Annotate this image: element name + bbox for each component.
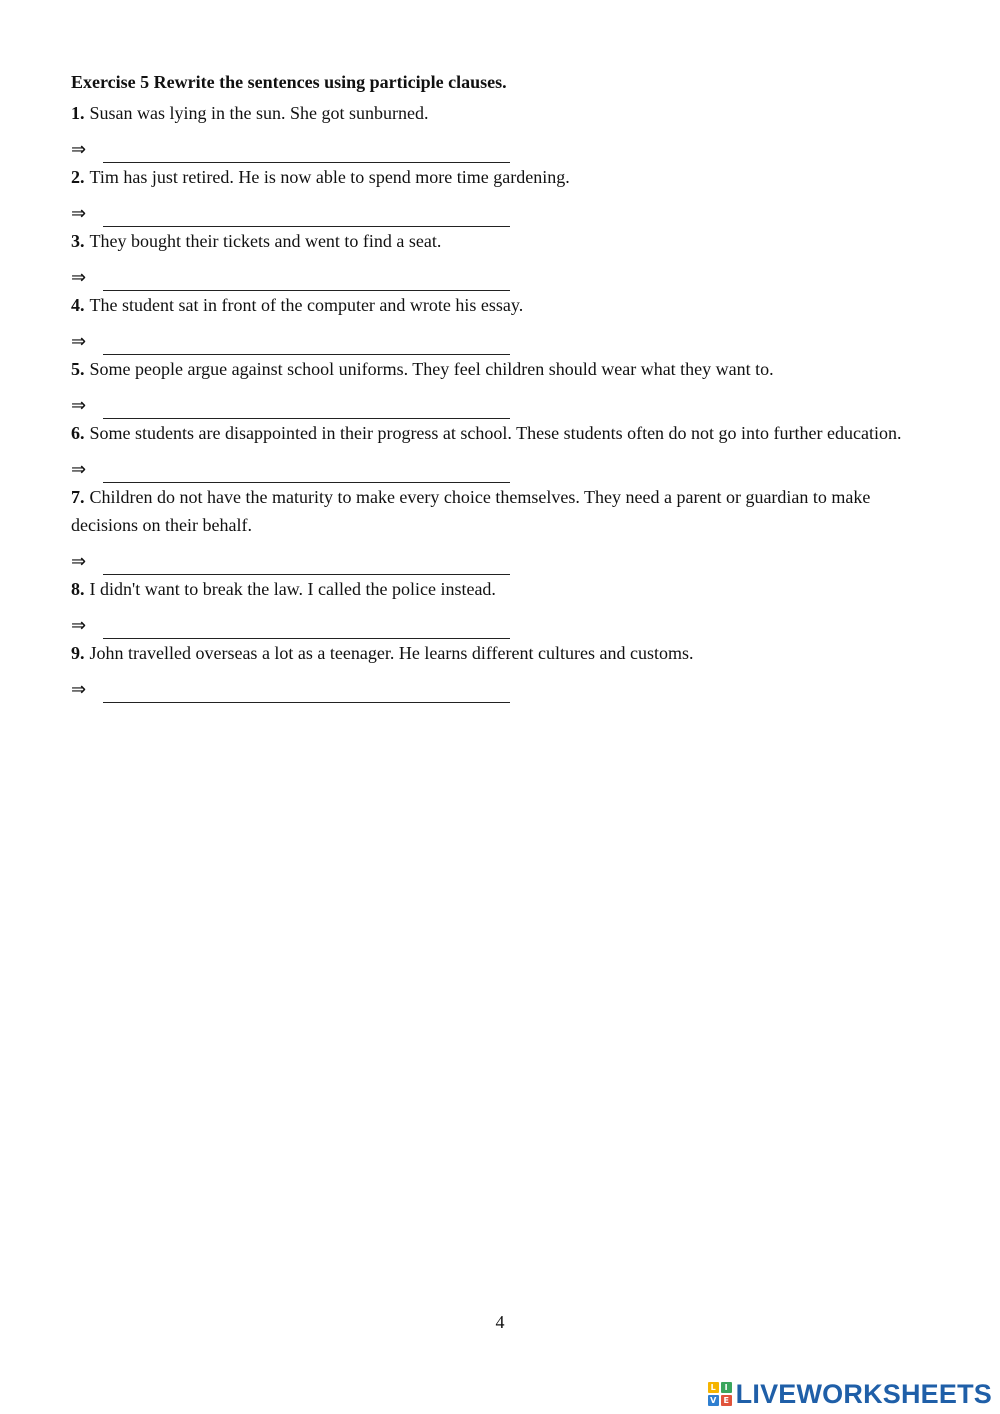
exercise-item-8 [71, 575, 931, 639]
question-text: Children do not have the maturity to make every choice themselves. They need a parent or guardian to make decisions on their behalf. [71, 487, 871, 535]
answer-row-4 [71, 319, 931, 355]
arrow-icon: ⇒ [71, 331, 87, 352]
question-text: They bought their tickets and went to find a seat. [89, 231, 442, 251]
question-number: 4. [71, 295, 85, 315]
arrow-icon: ⇒ [71, 551, 87, 572]
question-4 [71, 291, 931, 319]
arrow-icon: ⇒ [71, 615, 87, 636]
arrow-icon: ⇒ [71, 679, 87, 700]
arrow-icon: ⇒ [71, 267, 87, 288]
answer-row-5 [71, 383, 931, 419]
question-number: 2. [71, 167, 85, 187]
exercise-item-3 [71, 227, 931, 291]
question-number: 7. [71, 487, 85, 507]
exercise-title: Exercise 5 Rewrite the sentences using participle clauses. [71, 72, 507, 92]
liveworksheets-logo [708, 1374, 992, 1414]
arrow-icon: ⇒ [71, 459, 87, 480]
exercise-item-2 [71, 163, 931, 227]
answer-row-3 [71, 255, 931, 291]
answer-input-5[interactable] [103, 396, 510, 419]
answer-input-8[interactable] [103, 616, 510, 639]
exercise-item-9 [71, 639, 931, 703]
arrow-icon: ⇒ [71, 395, 87, 416]
answer-input-4[interactable] [103, 332, 510, 355]
logo-cell: V [708, 1395, 719, 1406]
logo-cell: L [708, 1382, 719, 1393]
question-text: Some people argue against school uniforms. They feel children should wear what they want to. [89, 359, 774, 379]
question-8 [71, 575, 931, 603]
answer-input-7[interactable] [103, 552, 510, 575]
answer-row-9 [71, 667, 931, 703]
question-text: I didn't want to break the law. I called the police instead. [89, 579, 496, 599]
answer-row-6 [71, 447, 931, 483]
answer-row-8 [71, 603, 931, 639]
question-number: 1. [71, 103, 85, 123]
answer-row-7 [71, 539, 931, 575]
question-number: 5. [71, 359, 85, 379]
logo-text: LIVEWORKSHEETS [735, 1379, 992, 1409]
question-5 [71, 355, 931, 383]
exercise-item-7 [71, 483, 931, 575]
question-text: The student sat in front of the computer and wrote his essay. [89, 295, 524, 315]
question-1 [71, 99, 931, 127]
arrow-icon: ⇒ [71, 139, 87, 160]
question-2 [71, 163, 931, 191]
arrow-icon: ⇒ [71, 203, 87, 224]
logo-cell: I [721, 1382, 732, 1393]
answer-input-3[interactable] [103, 268, 510, 291]
exercise-item-6 [71, 419, 931, 483]
question-9 [71, 639, 931, 667]
question-number: 3. [71, 231, 85, 251]
question-text: Susan was lying in the sun. She got sunburned. [89, 103, 429, 123]
answer-input-9[interactable] [103, 680, 510, 703]
logo-icon [708, 1382, 732, 1406]
page-number: 4 [495, 1312, 505, 1332]
answer-row-1 [71, 127, 931, 163]
logo-cell: E [721, 1395, 732, 1406]
exercise-item-1 [71, 99, 931, 163]
question-7 [71, 483, 931, 539]
question-number: 8. [71, 579, 85, 599]
worksheet-page [71, 68, 931, 703]
question-text: John travelled overseas a lot as a teenager. He learns different cultures and customs. [89, 643, 694, 663]
answer-input-1[interactable] [103, 140, 510, 163]
question-text: Some students are disappointed in their progress at school. These students often do not go into further education. [89, 423, 902, 443]
exercise-item-4 [71, 291, 931, 355]
answer-input-2[interactable] [103, 204, 510, 227]
answer-row-2 [71, 191, 931, 227]
exercise-item-5 [71, 355, 931, 419]
question-number: 6. [71, 423, 85, 443]
question-6 [71, 419, 931, 447]
question-number: 9. [71, 643, 85, 663]
question-text: Tim has just retired. He is now able to spend more time gardening. [89, 167, 570, 187]
question-3 [71, 227, 931, 255]
answer-input-6[interactable] [103, 460, 510, 483]
